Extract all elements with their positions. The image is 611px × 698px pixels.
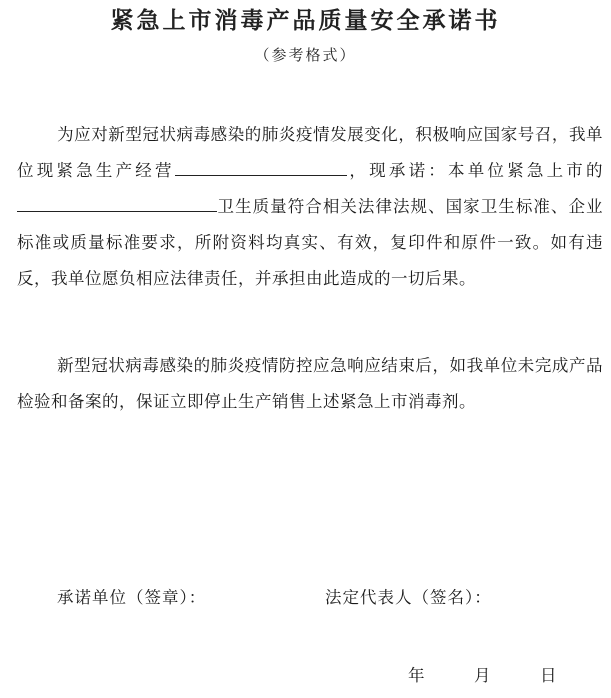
paragraph-text-part3: 卫生质量符合相关法律法规、国家卫生标准、企业标准或质量标准要求，所附资料均真实、有效，复印件和原件一致。如有违反，我单位愿负相应法律责任，并承担由此造成的一切后果。 — [17, 197, 603, 288]
paragraph-text-part1: 为应对新型冠状病毒感染的肺炎疫情发展变化，积极响应国家号召，我单位现紧急生产经营 — [17, 125, 603, 180]
date-day-label: 日 — [540, 666, 557, 685]
product-name-blank[interactable] — [17, 193, 217, 212]
date-year-label: 年 — [408, 666, 425, 685]
paragraph-commitment — [17, 117, 603, 297]
document-subtitle: （参考格式） — [254, 46, 357, 64]
legal-representative-label: 法定代表人（签名）： — [325, 588, 492, 607]
business-scope-blank[interactable] — [175, 157, 347, 176]
paragraph-text-part2: ，现承诺：本单位紧急上市的 — [346, 161, 604, 180]
date-month-label: 月 — [474, 666, 491, 685]
committing-unit-label: 承诺单位（签章）： — [57, 588, 207, 607]
document-title: 紧急上市消毒产品质量安全承诺书 — [110, 7, 501, 34]
paragraph-text: 新型冠状病毒感染的肺炎疫情防控应急响应结束后，如我单位未完成产品检验和备案的，保证立即停止生产销售上述紧急上市消毒剂。 — [17, 356, 603, 411]
paragraph-termination — [17, 348, 603, 420]
